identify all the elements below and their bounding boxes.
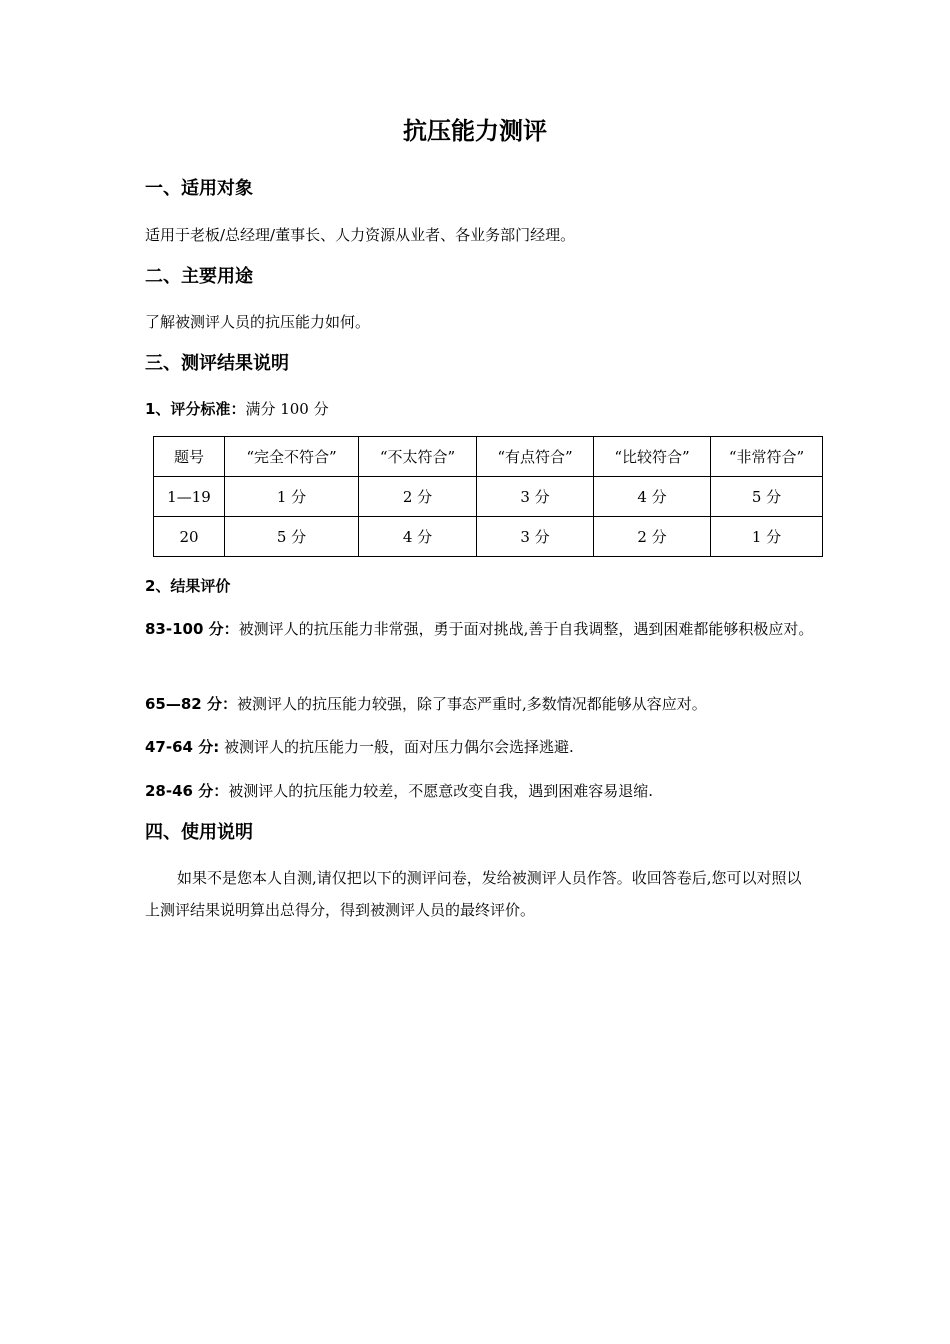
table-header-cell: “不太符合” [359,437,477,477]
table-cell: 3 分 [477,477,594,517]
table-header-cell: “非常符合” [711,437,823,477]
result-item [145,775,815,807]
section-text-purpose: 了解被测评人员的抗压能力如何。 [145,313,371,331]
section-heading-target: 一、适用对象 [145,178,253,199]
table-header-cell: “完全不符合” [225,437,359,477]
scoring-standard-text: 满分 100 分 [245,400,329,418]
table-header-row [154,437,823,477]
section-heading-usage: 四、使用说明 [145,822,253,843]
scoring-standard-line [145,398,329,420]
result-text: 被测评人的抗压能力非常强，勇于面对挑战,善于自我调整，遇到困难都能够积极应对。 [238,620,814,638]
result-range: 28-46 分： [145,782,229,800]
result-item [145,613,815,645]
section-text-target: 适用于老板/总经理/董事长、人力资源从业者、各业务部门经理。 [145,226,576,244]
section-heading-results: 三、测评结果说明 [145,353,289,374]
table-cell: 1—19 [154,477,225,517]
table-header-cell: “有点符合” [477,437,594,477]
table-cell: 5 分 [711,477,823,517]
result-range: 83-100 分： [145,620,239,638]
result-item [145,731,815,763]
table-cell: 4 分 [359,517,477,557]
table-row [154,517,823,557]
table-cell: 20 [154,517,225,557]
result-evaluation-text: 2、结果评价 [145,577,231,595]
table-header-cell: “比较符合” [594,437,711,477]
table-cell: 4 分 [594,477,711,517]
result-text: 被测评人的抗压能力较差，不愿意改变自我，遇到困难容易退缩. [228,782,653,800]
result-range: 65—82 分： [145,695,237,713]
result-text: 被测评人的抗压能力较强，除了事态严重时,多数情况都能够从容应对。 [236,695,707,713]
scoring-standard-label: 1、评分标准： [145,400,246,418]
table-row [154,477,823,517]
table-cell: 5 分 [225,517,359,557]
table-cell: 1 分 [225,477,359,517]
section-heading-purpose: 二、主要用途 [145,266,253,287]
result-range: 47-64 分: [145,738,220,756]
page-title: 抗压能力测评 [403,117,547,145]
result-evaluation-label [145,575,230,597]
section-text-usage: 如果不是您本人自测,请仅把以下的测评问卷，发给被测评人员作答。收回答卷后,您可以对照以上测评结果说明算出总得分，得到被测评人员的最终评价。 [145,869,802,919]
table-cell: 3 分 [477,517,594,557]
scoring-table [153,436,823,557]
table-cell: 1 分 [711,517,823,557]
table-cell: 2 分 [359,477,477,517]
result-text: 被测评人的抗压能力一般，面对压力偶尔会选择逃避. [219,738,574,756]
table-header-cell: 题号 [154,437,225,477]
table-cell: 2 分 [594,517,711,557]
result-item [145,688,815,720]
